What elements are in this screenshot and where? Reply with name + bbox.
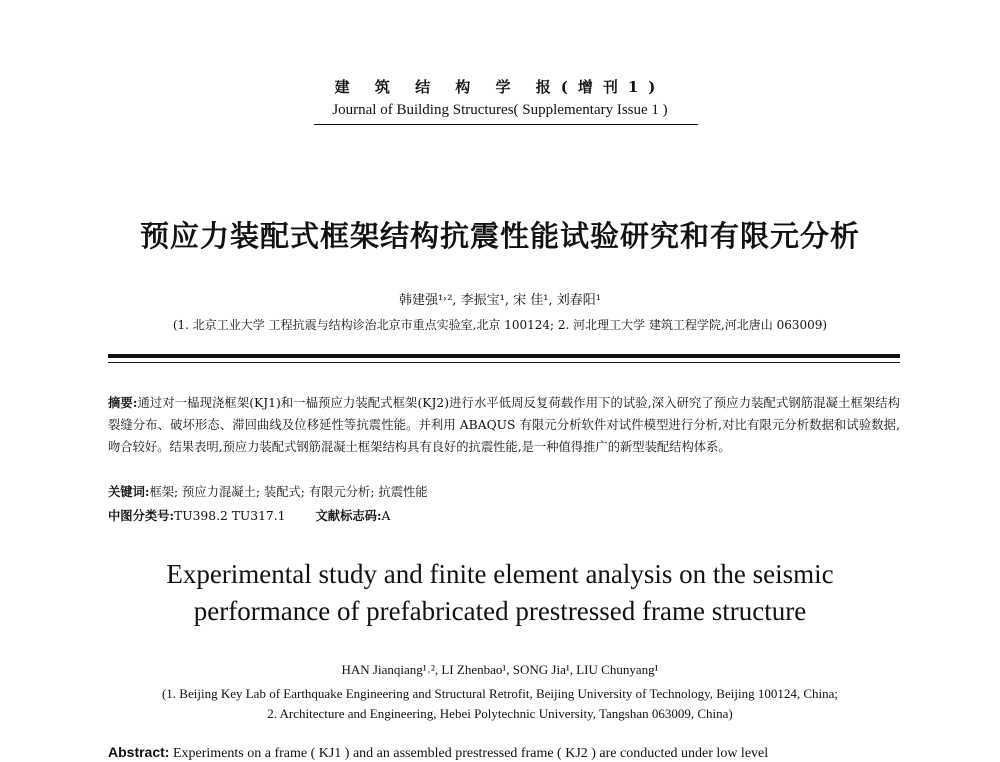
document-code-text: A	[381, 509, 391, 523]
affiliation-en-line1: (1. Beijing Key Lab of Earthquake Engineering and Structural Retrofit, Beijing University of Technology, Beijing 100124, China;	[161, 686, 839, 701]
authors-cn: 韩建强¹˒², 李振宝¹, 宋 佳¹, 刘春阳¹	[399, 293, 601, 308]
classification-label: 中图分类号:	[108, 508, 175, 523]
article-title-cn: 预应力装配式框架结构抗震性能试验研究和有限元分析	[139, 219, 860, 253]
classification-text: TU398.2 TU317.1	[174, 509, 286, 523]
affiliation-en-line2: 2. Architecture and Engineering, Hebei Polytechnic University, Tangshan 063009, China)	[267, 706, 733, 721]
abstract-en-label: Abstract:	[108, 744, 170, 760]
affiliation-en	[0, 684, 1000, 724]
abstract-en-text: Experiments on a frame ( KJ1 ) and an assembled prestressed frame ( KJ2 ) are conducted under low level	[169, 746, 769, 761]
abstract-en	[108, 744, 900, 762]
header-underline	[314, 124, 698, 125]
keywords-cn-label: 关键词:	[108, 484, 150, 499]
document-code-label: 文献标志码:	[315, 508, 382, 523]
keywords-cn	[108, 482, 900, 502]
keywords-cn-text: 框架; 预应力混凝土; 装配式; 有限元分析; 抗震性能	[149, 485, 428, 499]
journal-name-cn: 建 筑 结 构 学 报(增刊1)	[334, 78, 666, 96]
affiliation-cn: (1. 北京工业大学 工程抗震与结构诊治北京市重点实验室,北京 100124; 2. 河北理工大学 建筑工程学院,河北唐山 063009)	[172, 318, 828, 332]
article-title-en-line2: performance of prefabricated prestressed frame structure	[193, 596, 807, 626]
separator-thick-rule	[108, 354, 900, 358]
authors-en: HAN Jianqiang¹˒², LI Zhenbao¹, SONG Jia¹, LIU Chunyang¹	[341, 662, 659, 677]
classification-cn	[108, 506, 900, 526]
article-title-en	[0, 556, 1000, 630]
abstract-cn-text: 通过对一榀现浇框架(KJ1)和一榀预应力装配式框架(KJ2)进行水平低周反复荷载作用下的试验,深入研究了预应力装配式钢筋混凝土框架结构裂缝分布、破坏形态、滞回曲线及位移延性等抗震性能。并利用 ABAQUS 有限元分析软件对试件模型进行分析,对比有限元分析数据和试验数据,吻合较好。结果表明,预应力装配式钢筋混凝土框架结构具有良好的抗震性能,是一种值得推广的新型装配结构体系。	[108, 396, 900, 454]
abstract-cn-label: 摘要:	[108, 395, 138, 410]
journal-name-en: Journal of Building Structures( Supplementary Issue 1 )	[332, 102, 668, 118]
article-title-en-line1: Experimental study and finite element analysis on the seismic	[166, 559, 834, 589]
abstract-cn	[108, 392, 900, 458]
separator-thin-rule	[108, 362, 900, 363]
